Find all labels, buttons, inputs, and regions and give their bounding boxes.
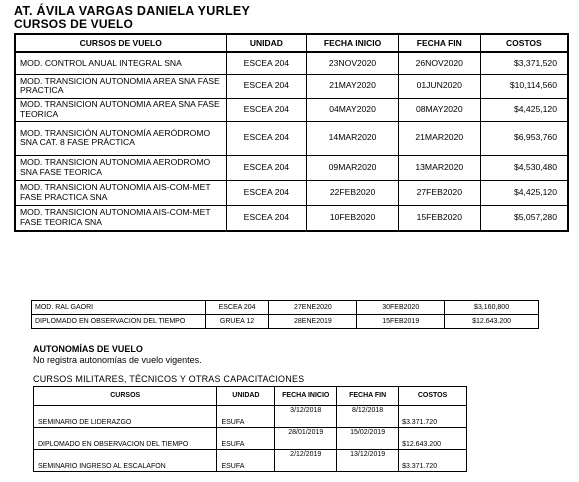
table-row [34, 450, 467, 472]
course-name: SEMINARIO INGRESO AL ESCALAFON [34, 450, 217, 472]
table-row [15, 52, 568, 74]
course-start-date: 14MAR2020 [307, 121, 399, 155]
table-row [32, 301, 539, 315]
course-name: DIPLOMADO EN OBSERVACION DEL TIEMPO [34, 428, 217, 450]
military-courses-table [33, 386, 467, 472]
column-header: CURSOS DE VUELO [15, 34, 226, 52]
course-unit: ESCEA 204 [226, 180, 307, 205]
course-start-date: 04MAY2020 [307, 98, 399, 121]
table-row [15, 155, 568, 180]
course-cost: $12.643.200 [399, 428, 467, 450]
course-unit: ESUFA [217, 428, 275, 450]
course-end-date: 13/12/2019 [337, 450, 399, 472]
course-unit: ESCEA 204 [226, 98, 307, 121]
course-start-date: 27ENE2020 [269, 301, 357, 315]
column-header: COSTOS [480, 34, 568, 52]
course-unit: ESCEA 204 [226, 155, 307, 180]
course-start-date: 28/01/2019 [275, 428, 337, 450]
course-unit: ESCEA 204 [226, 205, 307, 231]
course-unit: ESUFA [217, 406, 275, 428]
table-row [32, 315, 539, 329]
table-row [15, 205, 568, 231]
course-unit: GRUEA 12 [205, 315, 269, 329]
course-name: MOD. RAL GAORI [32, 301, 206, 315]
course-end-date: 27FEB2020 [398, 180, 480, 205]
course-cost: $3,160,800 [445, 301, 539, 315]
course-end-date: 15FEB2020 [398, 205, 480, 231]
course-name: MOD. TRANSICION AUTONOMIA AERODROMO SNA FASE TEORICA [15, 155, 226, 180]
table-row [15, 74, 568, 98]
course-end-date: 30FEB2020 [357, 301, 445, 315]
table-row [15, 180, 568, 205]
course-name: MOD. TRANSICION AUTONOMIA AREA SNA FASE TEORICA [15, 98, 226, 121]
course-name: MOD. TRANSICION AUTONOMIA AREA SNA FASE PRACTICA [15, 74, 226, 98]
course-cost: $6,953,760 [480, 121, 568, 155]
section-title-autonomies: AUTONOMÍAS DE VUELO [33, 344, 143, 354]
column-header: FECHA FIN [398, 34, 480, 52]
course-start-date: 23NOV2020 [307, 52, 399, 74]
course-unit: ESCEA 204 [226, 74, 307, 98]
course-start-date: 09MAR2020 [307, 155, 399, 180]
flight-courses-table [14, 33, 569, 232]
table-row [34, 406, 467, 428]
course-name: SEMINARIO DE LIDERAZGO [34, 406, 217, 428]
table-row [15, 121, 568, 155]
course-cost: $4,425,120 [480, 180, 568, 205]
course-cost: $3.371.720 [399, 450, 467, 472]
course-name: MOD. CONTROL ANUAL INTEGRAL SNA [15, 52, 226, 74]
column-header: UNIDAD [226, 34, 307, 52]
column-header: COSTOS [399, 387, 467, 406]
course-start-date: 28ENE2019 [269, 315, 357, 329]
course-end-date: 8/12/2018 [337, 406, 399, 428]
course-start-date: 21MAY2020 [307, 74, 399, 98]
column-header: FECHA FIN [337, 387, 399, 406]
course-cost: $5,057,280 [480, 205, 568, 231]
column-header: CURSOS [34, 387, 217, 406]
course-cost: $4,425,120 [480, 98, 568, 121]
course-end-date: 08MAY2020 [398, 98, 480, 121]
course-unit: ESCEA 204 [205, 301, 269, 315]
course-end-date: 15FEB2019 [357, 315, 445, 329]
person-name: AT. ÁVILA VARGAS DANIELA YURLEY [14, 4, 251, 18]
course-cost: $10,114,560 [480, 74, 568, 98]
course-end-date: 21MAR2020 [398, 121, 480, 155]
course-cost: $4,530,480 [480, 155, 568, 180]
section-title-flight-courses: CURSOS DE VUELO [14, 17, 134, 31]
course-cost: $12.643.200 [445, 315, 539, 329]
course-name: MOD. TRANSICIÓN AUTONOMÍA AERÓDROMO SNA CAT. 8 FASE PRÁCTICA [15, 121, 226, 155]
course-name: MOD. TRANSICION AUTONOMIA AIS-COM-MET FASE PRACTICA SNA [15, 180, 226, 205]
course-unit: ESCEA 204 [226, 121, 307, 155]
course-start-date: 10FEB2020 [307, 205, 399, 231]
course-unit: ESUFA [217, 450, 275, 472]
column-header: UNIDAD [217, 387, 275, 406]
table-header-row [15, 34, 568, 52]
course-cost: $3,371,520 [480, 52, 568, 74]
table-header-row [34, 387, 467, 406]
table-row [34, 428, 467, 450]
course-start-date: 22FEB2020 [307, 180, 399, 205]
course-end-date: 01JUN2020 [398, 74, 480, 98]
course-start-date: 2/12/2019 [275, 450, 337, 472]
column-header: FECHA INICIO [275, 387, 337, 406]
course-start-date: 3/12/2018 [275, 406, 337, 428]
course-end-date: 26NOV2020 [398, 52, 480, 74]
course-end-date: 15/02/2019 [337, 428, 399, 450]
section-title-military-courses: CURSOS MILITARES, TÉCNICOS Y OTRAS CAPACITACIONES [33, 374, 305, 384]
table-row [15, 98, 568, 121]
course-name: DIPLOMADO EN OBSERVACION DEL TIEMPO [32, 315, 206, 329]
course-unit: ESCEA 204 [226, 52, 307, 74]
course-end-date: 13MAR2020 [398, 155, 480, 180]
column-header: FECHA INICIO [307, 34, 399, 52]
course-name: MOD. TRANSICION AUTONOMIA AIS-COM-MET FASE TEORICA SNA [15, 205, 226, 231]
autonomies-note: No registra autonomías de vuelo vigentes. [33, 355, 202, 365]
course-cost: $3.371.720 [399, 406, 467, 428]
additional-courses-table [31, 300, 539, 329]
